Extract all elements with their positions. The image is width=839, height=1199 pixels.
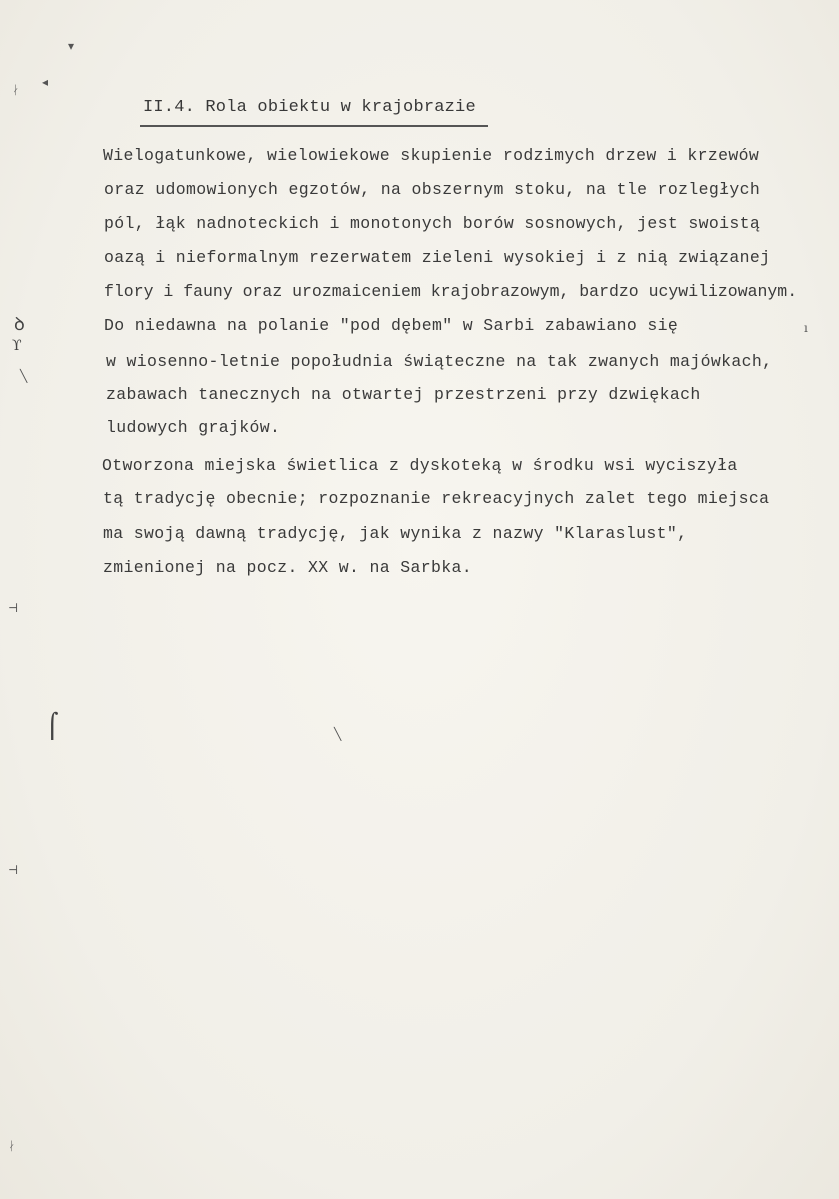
heading-underline <box>140 125 488 127</box>
text-line: flory i fauny oraz urozmaiceniem krajobrazowym, bardzo ucywilizowanym. <box>104 282 798 301</box>
text-line: oraz udomowionych egzotów, na obszernym stoku, na tle rozległych <box>104 180 761 199</box>
margin-tick-mark: ⊣ <box>8 863 19 877</box>
margin-tick-mark: ▾ <box>68 39 75 53</box>
text-line: w wiosenno-letnie popołudnia świąteczne na tak zwanych majówkach, <box>106 352 773 371</box>
margin-handwritten-mark: ϒ <box>12 338 22 354</box>
margin-tick-mark: ◂ <box>42 75 49 89</box>
text-line: Do niedawna na polanie "pod dębem" w Sarbi zabawiano się <box>104 316 679 335</box>
margin-handwritten-mark: ⌠ <box>46 712 59 740</box>
margin-tick-mark: ⊣ <box>8 601 19 615</box>
text-line: Otworzona miejska świetlica z dyskoteką w środku wsi wyciszyła <box>102 456 738 475</box>
margin-handwritten-mark: ꝺ <box>14 314 25 335</box>
section-heading: II.4. Rola obiektu w krajobrazie <box>143 98 476 117</box>
margin-tick-mark: ╲ <box>20 369 28 383</box>
text-line: oazą i nieformalnym rezerwatem zieleni wysokiej i z nią związanej <box>104 248 771 267</box>
text-line: zabawach tanecznych na otwartej przestrzeni przy dzwiękach <box>106 385 701 404</box>
text-line: pól, łąk nadnoteckich i monotonych borów sosnowych, jest swoistą <box>104 214 761 233</box>
text-line: tą tradycję obecnie; rozpoznanie rekreacyjnych zalet tego miejsca <box>103 489 770 508</box>
margin-tick-mark: ╲ <box>334 727 342 741</box>
margin-tick-mark: ı <box>804 321 808 335</box>
text-line: ludowych grajków. <box>106 418 281 437</box>
text-line: zmienionej na pocz. XX w. na Sarbka. <box>103 558 473 577</box>
text-line: ma swoją dawną tradycję, jak wynika z nazwy "Klaraslust", <box>103 524 688 543</box>
text-line: Wielogatunkowe, wielowiekowe skupienie rodzimych drzew i krzewów <box>103 146 760 165</box>
margin-tick-mark: ᛅ <box>8 1139 16 1153</box>
margin-tick-mark: ᛅ <box>12 83 20 97</box>
